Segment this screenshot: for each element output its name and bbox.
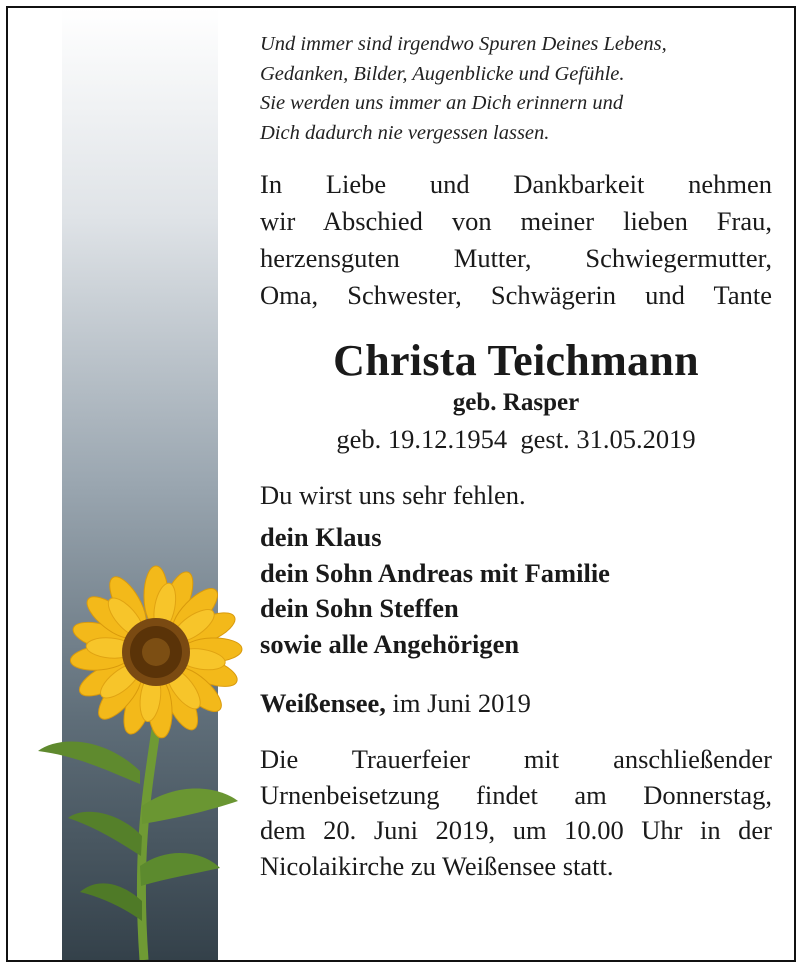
intro-line: herzensguten Mutter, Schwiegermutter,	[260, 243, 772, 273]
sunflower-icon	[8, 556, 248, 960]
signer: sowie alle Angehörigen	[260, 628, 520, 659]
obituary-notice	[6, 6, 796, 962]
farewell-line: Du wirst uns sehr fehlen.	[260, 480, 526, 510]
poem-line: Gedanken, Bilder, Augenblicke und Gefühle.	[260, 62, 625, 85]
signer: dein Klaus	[260, 522, 382, 552]
place-month: im Juni 2019	[385, 688, 531, 718]
poem-line: Und immer sind irgendwo Spuren Deines Lebens,	[260, 33, 667, 55]
signer: dein Sohn Andreas mit Familie	[260, 557, 610, 588]
service-info	[260, 742, 772, 884]
life-dates: geb. 19.12.1954 gest. 31.05.2019	[336, 424, 696, 454]
signers-list	[260, 520, 772, 662]
intro-text	[260, 166, 772, 314]
service-line: dem 20. Juni 2019, um 10.00 Uhr in der	[260, 815, 772, 845]
intro-line: wir Abschied von meiner lieben Frau,	[260, 206, 772, 236]
place-town: Weißensee,	[260, 688, 386, 718]
signer: dein Sohn Steffen	[260, 593, 459, 623]
maiden-name: geb. Rasper	[452, 389, 580, 416]
notice-content	[260, 30, 772, 884]
intro-line: In Liebe und Dankbarkeit nehmen	[260, 169, 772, 199]
poem-line: Sie werden uns immer an Dich erinnern und	[260, 92, 624, 114]
service-line: Nicolaikirche zu Weißensee statt.	[260, 850, 614, 881]
deceased-name: Christa Teichmann	[333, 336, 699, 385]
intro-line: Oma, Schwester, Schwägerin und Tante	[260, 280, 772, 310]
memorial-poem	[260, 30, 772, 148]
service-line: Urnenbeisetzung findet am Donnerstag,	[260, 779, 772, 810]
place-date	[260, 686, 772, 720]
service-line: Die Trauerfeier mit anschließender	[260, 744, 772, 774]
poem-line: Dich dadurch nie vergessen lassen.	[260, 121, 550, 144]
